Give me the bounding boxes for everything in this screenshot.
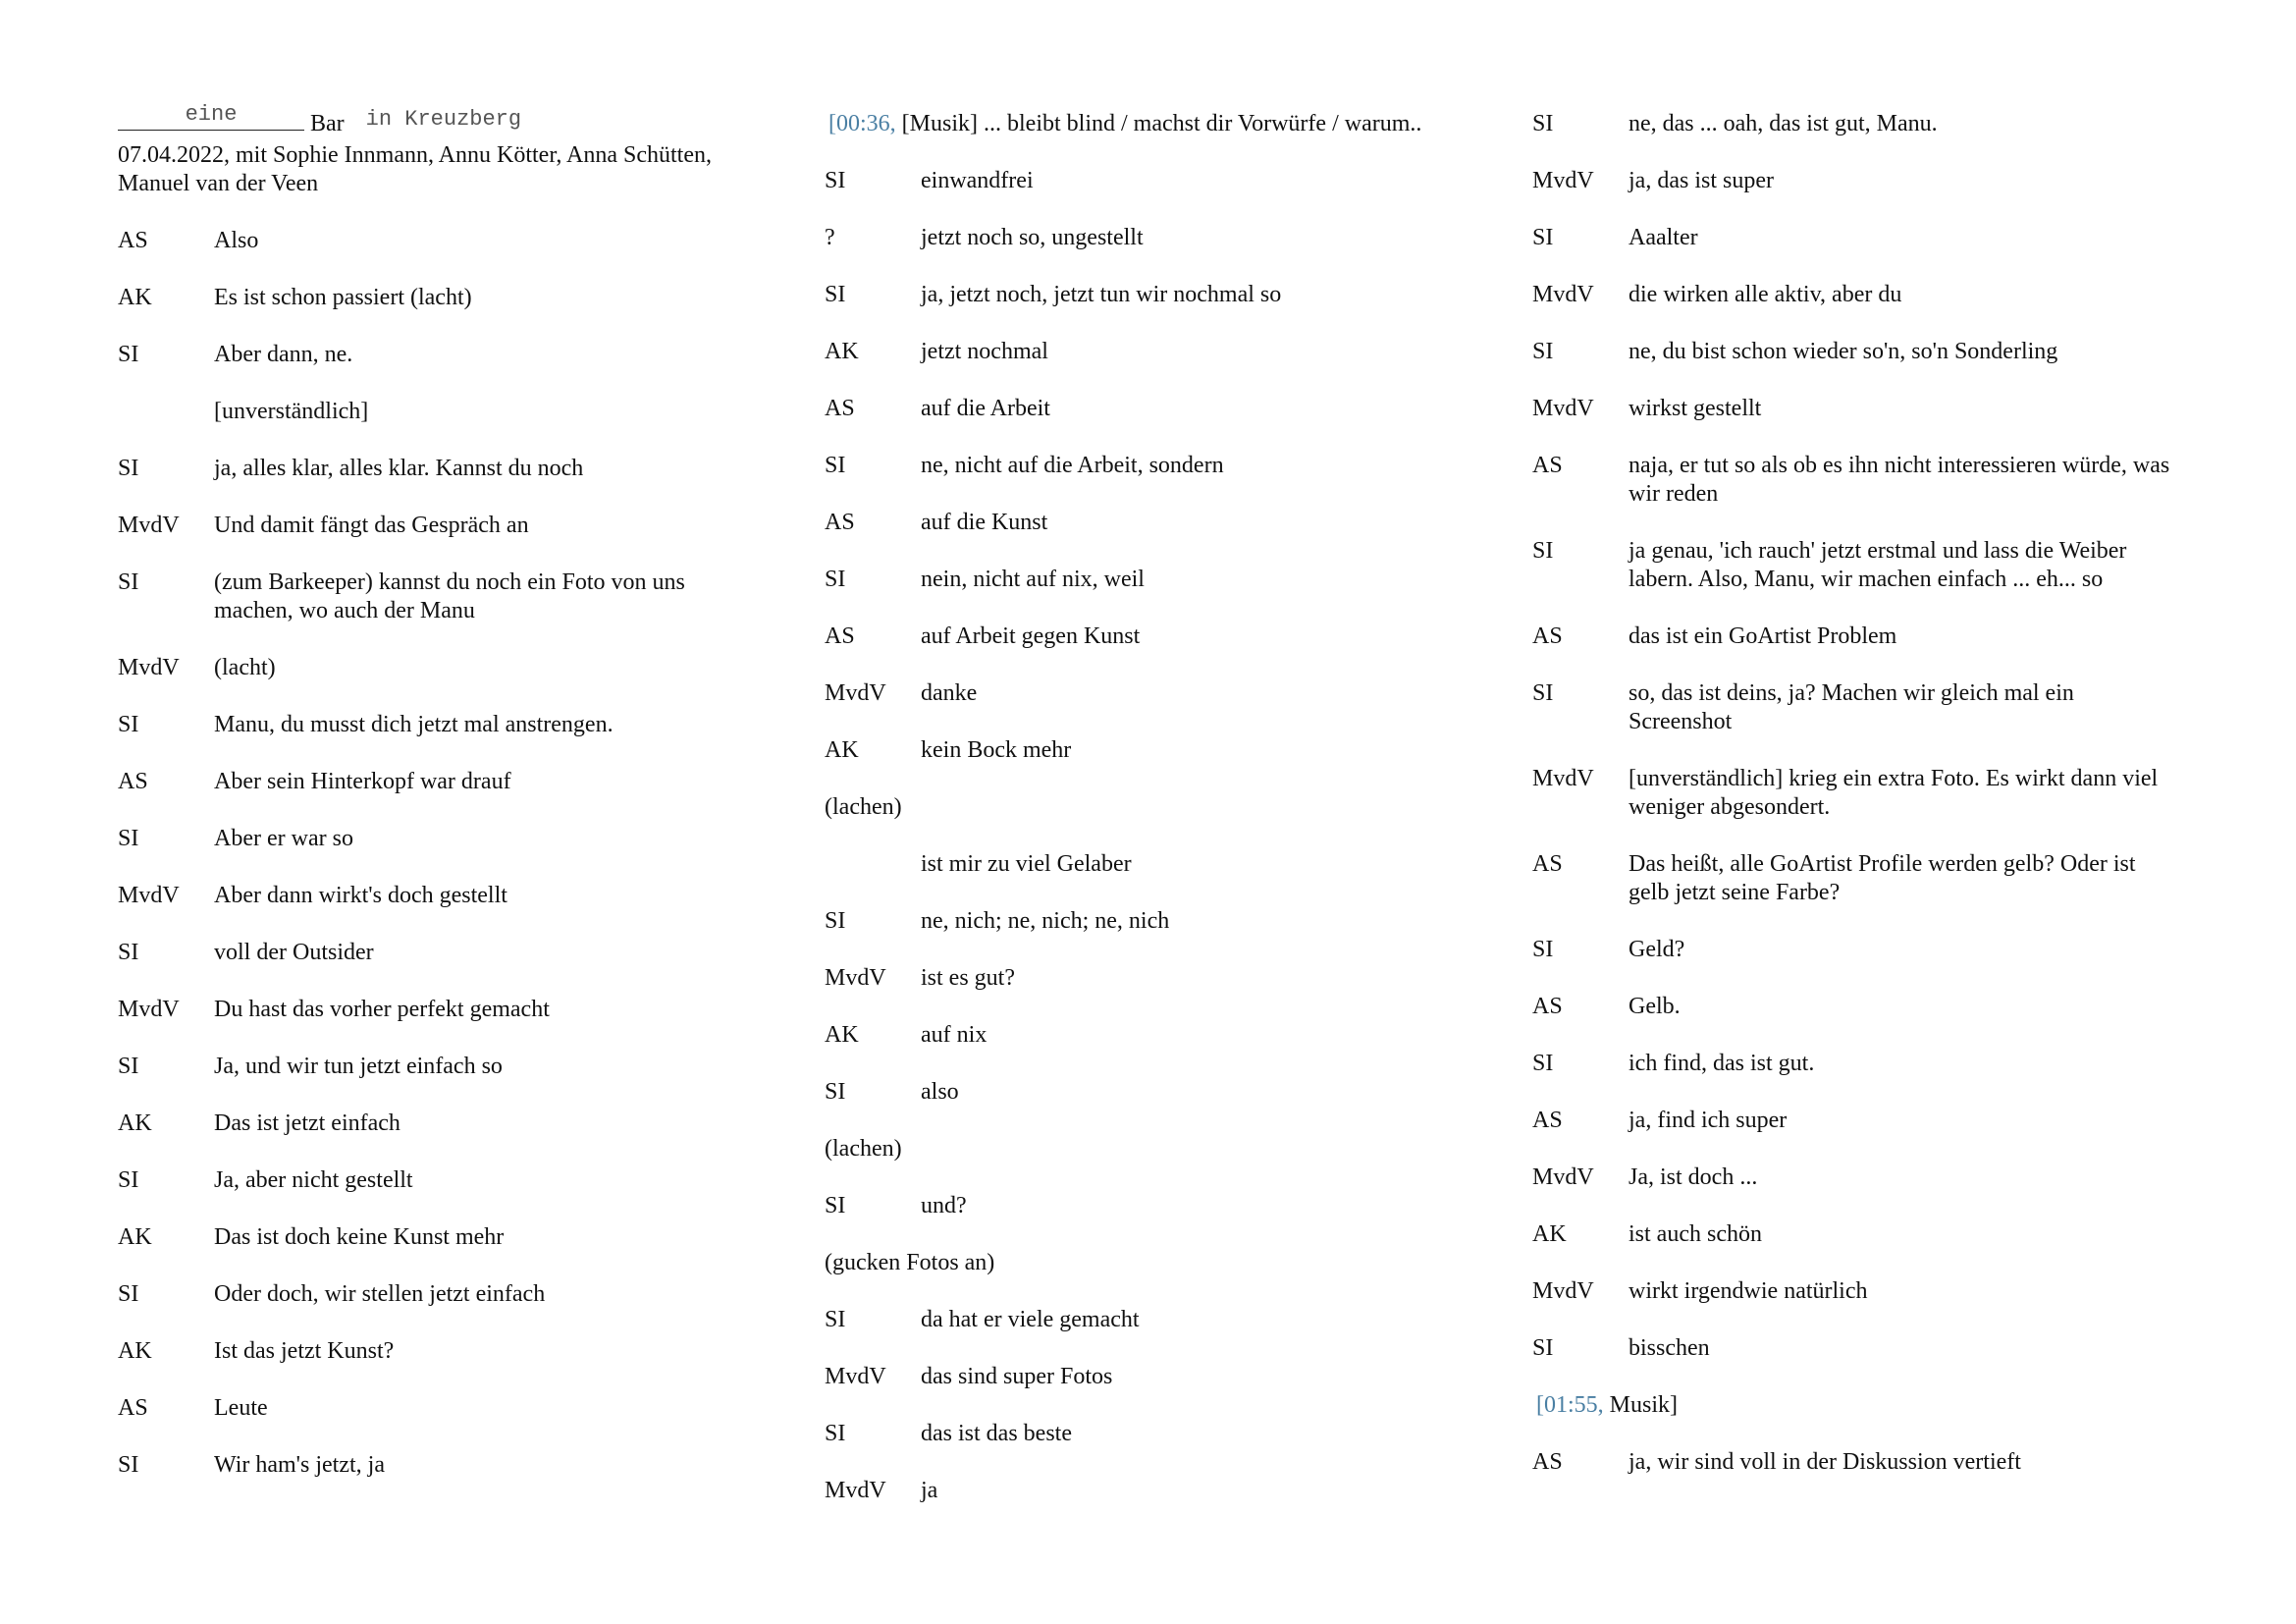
- speaker-label: SI: [118, 826, 139, 851]
- utterance-text: (zum Barkeeper) kannst du noch ein Foto von uns machen, wo auch der Manu: [214, 569, 685, 623]
- speaker-label: SI: [825, 1079, 846, 1105]
- speaker-label: MvdV: [825, 680, 886, 706]
- transcript-line: [825, 1477, 1482, 1505]
- utterance-text: da hat er viele gemacht: [921, 1307, 1140, 1332]
- speaker-label: MvdV: [1532, 282, 1594, 307]
- transcript-line: [118, 1166, 746, 1195]
- utterance-text: ich find, das ist gut.: [1629, 1051, 1815, 1076]
- timestamp-line: [825, 110, 1482, 138]
- speaker-label: AK: [118, 1110, 152, 1136]
- utterance-text: Aber sein Hinterkopf war drauf: [214, 769, 511, 794]
- transcript-line: [825, 736, 1482, 765]
- transcript-line: [118, 1394, 746, 1423]
- transcript-line: [825, 281, 1482, 309]
- speaker-label: AS: [118, 769, 148, 794]
- speaker-label: SI: [1532, 680, 1554, 706]
- stage-direction: (gucken Fotos an): [825, 1250, 995, 1275]
- utterance-text: ja, das ist super: [1629, 168, 1774, 193]
- utterance-text: auf Arbeit gegen Kunst: [921, 623, 1141, 649]
- utterance-text: Und damit fängt das Gespräch an: [214, 513, 529, 538]
- utterance-text: Ja, aber nicht gestellt: [214, 1167, 413, 1193]
- transcript-line: [118, 1280, 746, 1309]
- bar-label: Bar: [310, 111, 345, 136]
- utterance-text: ist mir zu viel Gelaber: [921, 851, 1132, 877]
- speaker-label: MvdV: [1532, 168, 1594, 193]
- transcript-line: [1532, 281, 2180, 309]
- utterance-text: also: [921, 1079, 959, 1105]
- transcript-line: [118, 711, 746, 739]
- speaker-label: AS: [825, 396, 855, 421]
- utterance-text: Wir ham's jetzt, ja: [214, 1452, 385, 1478]
- transcript-line: [1532, 993, 2180, 1021]
- transcript-line: [825, 1078, 1482, 1107]
- timestamp: [01:55,: [1536, 1392, 1604, 1418]
- speaker-label: AS: [825, 510, 855, 535]
- speaker-label: SI: [118, 456, 139, 481]
- transcript-line: [118, 1053, 746, 1081]
- utterance-text: ne, das ... oah, das ist gut, Manu.: [1629, 111, 1938, 136]
- transcript-line: [118, 1337, 746, 1366]
- utterance-text: auf nix: [921, 1022, 988, 1048]
- speaker-label: ?: [825, 225, 835, 250]
- col1-rows: [118, 227, 746, 1480]
- speaker-label: SI: [825, 908, 846, 934]
- transcript-line: [825, 1192, 1482, 1220]
- transcript-line: [118, 284, 746, 312]
- col3-rows: [1532, 110, 2180, 1477]
- transcript-line: [1532, 1107, 2180, 1135]
- transcript-line: [118, 654, 746, 682]
- speaker-label: AS: [1532, 1449, 1563, 1475]
- transcript-line: [1532, 1334, 2180, 1363]
- utterance-text: wirkt irgendwie natürlich: [1629, 1278, 1868, 1304]
- speaker-label: AS: [1532, 1108, 1563, 1133]
- timestamp-text: Musik]: [1609, 1392, 1679, 1418]
- speaker-label: SI: [1532, 225, 1554, 250]
- transcript-line: [1532, 1050, 2180, 1078]
- speaker-label: AK: [825, 737, 859, 763]
- transcript-line: [1532, 850, 2180, 907]
- blank-underline: [118, 102, 304, 131]
- speaker-label: SI: [825, 1307, 846, 1332]
- timestamp-line: [1532, 1391, 2180, 1420]
- transcript-line: [1532, 167, 2180, 195]
- transcript-line: [1532, 623, 2180, 651]
- utterance-text: das ist ein GoArtist Problem: [1629, 623, 1897, 649]
- speaker-label: MvdV: [825, 1364, 886, 1389]
- utterance-text: (lacht): [214, 655, 276, 680]
- utterance-text: Ja, ist doch ...: [1629, 1164, 1758, 1190]
- transcript-line: [1532, 395, 2180, 423]
- speaker-label: AS: [825, 623, 855, 649]
- speaker-label: SI: [1532, 111, 1554, 136]
- utterance-text: Das heißt, alle GoArtist Profile werden gelb? Oder ist gelb jetzt seine Farbe?: [1629, 851, 2136, 905]
- utterance-text: kein Bock mehr: [921, 737, 1072, 763]
- document-title: [118, 102, 746, 141]
- transcript-line: [1532, 936, 2180, 964]
- transcript-column-1: [118, 102, 746, 1508]
- transcript-line: [1532, 1277, 2180, 1306]
- transcript-line: [825, 1021, 1482, 1050]
- utterance-text: [unverständlich]: [214, 399, 369, 424]
- transcript-line: [825, 623, 1482, 651]
- speaker-label: MvdV: [825, 1478, 886, 1503]
- transcript-line: [825, 850, 1482, 879]
- utterance-text: Gelb.: [1629, 994, 1681, 1019]
- speaker-label: SI: [1532, 339, 1554, 364]
- speaker-label: AK: [118, 285, 152, 310]
- transcript-line: [1532, 1164, 2180, 1192]
- speaker-label: MvdV: [1532, 766, 1594, 791]
- speaker-label: SI: [825, 1193, 846, 1218]
- speaker-label: SI: [825, 282, 846, 307]
- speaker-label: MvdV: [118, 883, 180, 908]
- transcript-line: [118, 227, 746, 255]
- transcript-line: [825, 224, 1482, 252]
- transcript-line: [825, 1306, 1482, 1334]
- utterance-text: wirkst gestellt: [1629, 396, 1762, 421]
- speaker-label: AS: [118, 1395, 148, 1421]
- utterance-text: und?: [921, 1193, 967, 1218]
- utterance-text: Es ist schon passiert (lacht): [214, 285, 472, 310]
- utterance-text: ja, alles klar, alles klar. Kannst du noch: [214, 456, 584, 481]
- utterance-text: ja: [921, 1478, 938, 1503]
- speaker-label: [825, 850, 921, 879]
- transcript-line: [1532, 765, 2180, 822]
- utterance-text: Das ist doch keine Kunst mehr: [214, 1224, 505, 1250]
- utterance-text: Aaalter: [1629, 225, 1698, 250]
- transcript-line: [118, 825, 746, 853]
- speaker-label: AK: [118, 1224, 152, 1250]
- utterance-text: Du hast das vorher perfekt gemacht: [214, 997, 550, 1022]
- transcript-line: [118, 996, 746, 1024]
- utterance-text: Aber er war so: [214, 826, 353, 851]
- stage-direction: (lachen): [825, 1136, 902, 1162]
- utterance-text: ist auch schön: [1629, 1221, 1762, 1247]
- speaker-label: SI: [118, 342, 139, 367]
- speaker-label: SI: [1532, 1335, 1554, 1361]
- speaker-label: SI: [1532, 538, 1554, 564]
- speaker-label: SI: [118, 1452, 139, 1478]
- transcript-line: [825, 509, 1482, 537]
- transcript-line: [118, 455, 746, 483]
- speaker-label: MvdV: [1532, 1164, 1594, 1190]
- transcript-line: [825, 907, 1482, 936]
- utterance-text: [unverständlich] krieg ein extra Foto. Es wirkt dann viel weniger abgesondert.: [1629, 766, 2159, 820]
- utterance-text: jetzt nochmal: [921, 339, 1048, 364]
- transcript-line: [825, 395, 1482, 423]
- utterance-text: Leute: [214, 1395, 268, 1421]
- transcript-line: [118, 768, 746, 796]
- speaker-label: AK: [825, 1022, 859, 1048]
- speaker-label: SI: [118, 1281, 139, 1307]
- speaker-label: SI: [825, 453, 846, 478]
- transcript-line: [118, 512, 746, 540]
- transcript-line: [1532, 338, 2180, 366]
- transcript-line: [825, 566, 1482, 594]
- blank-word: eine: [185, 102, 238, 127]
- speaker-label: SI: [118, 1167, 139, 1193]
- utterance-text: jetzt noch so, ungestellt: [921, 225, 1144, 250]
- transcript-line: [118, 882, 746, 910]
- utterance-text: ne, nicht auf die Arbeit, sondern: [921, 453, 1224, 478]
- utterance-text: so, das ist deins, ja? Machen wir gleich mal ein Screenshot: [1629, 680, 2074, 734]
- transcript-line: [118, 341, 746, 369]
- utterance-text: ja genau, 'ich rauch' jetzt erstmal und lass die Weiber labern. Also, Manu, wir machen einfach ... eh... so: [1629, 538, 2127, 592]
- utterance-text: einwandfrei: [921, 168, 1034, 193]
- utterance-text: nein, nicht auf nix, weil: [921, 567, 1145, 592]
- speaker-label: SI: [118, 1054, 139, 1079]
- utterance-text: ja, wir sind voll in der Diskussion vertieft: [1629, 1449, 2021, 1475]
- speaker-label: SI: [825, 168, 846, 193]
- speaker-label: MvdV: [1532, 1278, 1594, 1304]
- transcript-line: [1532, 537, 2180, 594]
- utterance-text: ja, find ich super: [1629, 1108, 1788, 1133]
- speaker-label: MvdV: [825, 965, 886, 991]
- stage-direction: (lachen): [825, 794, 902, 820]
- speaker-label: AK: [1532, 1221, 1567, 1247]
- location-label: in Kreuzberg: [365, 107, 522, 132]
- utterance-text: Geld?: [1629, 937, 1685, 962]
- speaker-label: AS: [118, 228, 148, 253]
- utterance-text: auf die Arbeit: [921, 396, 1050, 421]
- transcript-line: [825, 1420, 1482, 1448]
- transcript-line: [1532, 110, 2180, 138]
- speaker-label: AS: [1532, 851, 1563, 877]
- utterance-text: Aber dann wirkt's doch gestellt: [214, 883, 507, 908]
- utterance-text: ja, jetzt noch, jetzt tun wir nochmal so: [921, 282, 1282, 307]
- transcript-line: [825, 338, 1482, 366]
- speaker-label: MvdV: [118, 997, 180, 1022]
- speaker-label: SI: [118, 940, 139, 965]
- transcript-line: [1532, 452, 2180, 509]
- utterance-text: Oder doch, wir stellen jetzt einfach: [214, 1281, 546, 1307]
- transcript-line: [118, 398, 746, 426]
- utterance-text: ne, du bist schon wieder so'n, so'n Sonderling: [1629, 339, 2058, 364]
- transcript-line: [118, 1110, 746, 1138]
- utterance-text: das ist das beste: [921, 1421, 1072, 1446]
- speaker-label: AK: [118, 1338, 152, 1364]
- transcript-line: [118, 568, 746, 625]
- transcript-line: [118, 1223, 746, 1252]
- transcript-column-2: [825, 110, 1482, 1534]
- session-meta: 07.04.2022, mit Sophie Innmann, Annu Kötter, Anna Schütten, Manuel van der Veen: [118, 142, 712, 196]
- transcript-line: [1532, 224, 2180, 252]
- utterance-text: das sind super Fotos: [921, 1364, 1113, 1389]
- utterance-text: die wirken alle aktiv, aber du: [1629, 282, 1902, 307]
- utterance-text: ist es gut?: [921, 965, 1015, 991]
- transcript-line: [1532, 1220, 2180, 1249]
- utterance-text: Ist das jetzt Kunst?: [214, 1338, 395, 1364]
- utterance-text: voll der Outsider: [214, 940, 374, 965]
- speaker-label: AS: [1532, 994, 1563, 1019]
- speaker-label: AS: [1532, 623, 1563, 649]
- timestamp: [00:36,: [828, 111, 896, 136]
- speaker-label: AK: [825, 339, 859, 364]
- transcript-line: [825, 167, 1482, 195]
- transcript-line: [1532, 679, 2180, 736]
- transcript-line: [118, 1451, 746, 1480]
- speaker-label: SI: [825, 567, 846, 592]
- speaker-label: SI: [1532, 937, 1554, 962]
- speaker-label: MvdV: [1532, 396, 1594, 421]
- utterance-text: Also: [214, 228, 259, 253]
- transcript-line: [1532, 1448, 2180, 1477]
- transcript-line: [825, 1363, 1482, 1391]
- col2-rows: [825, 167, 1482, 1505]
- transcript-line: [118, 939, 746, 967]
- utterance-text: danke: [921, 680, 978, 706]
- speaker-label: SI: [118, 712, 139, 737]
- transcript-line: [825, 679, 1482, 708]
- speaker-label: SI: [1532, 1051, 1554, 1076]
- timestamp-text: [Musik] ... bleibt blind / machst dir Vorwürfe / warum..: [901, 111, 1422, 136]
- utterance-text: naja, er tut so als ob es ihn nicht interessieren würde, was wir reden: [1629, 453, 2170, 507]
- transcript-line: [825, 964, 1482, 993]
- transcript-line: [825, 452, 1482, 480]
- transcript-column-3: [1532, 110, 2180, 1505]
- utterance-text: Aber dann, ne.: [214, 342, 353, 367]
- utterance-text: Ja, und wir tun jetzt einfach so: [214, 1054, 503, 1079]
- speaker-label: SI: [825, 1421, 846, 1446]
- utterance-text: bisschen: [1629, 1335, 1710, 1361]
- speaker-label: MvdV: [118, 513, 180, 538]
- utterance-text: auf die Kunst: [921, 510, 1048, 535]
- utterance-text: Manu, du musst dich jetzt mal anstrengen.: [214, 712, 614, 737]
- speaker-label: [118, 398, 214, 426]
- speaker-label: MvdV: [118, 655, 180, 680]
- speaker-label: SI: [118, 569, 139, 595]
- speaker-label: AS: [1532, 453, 1563, 478]
- utterance-text: Das ist jetzt einfach: [214, 1110, 400, 1136]
- utterance-text: ne, nich; ne, nich; ne, nich: [921, 908, 1170, 934]
